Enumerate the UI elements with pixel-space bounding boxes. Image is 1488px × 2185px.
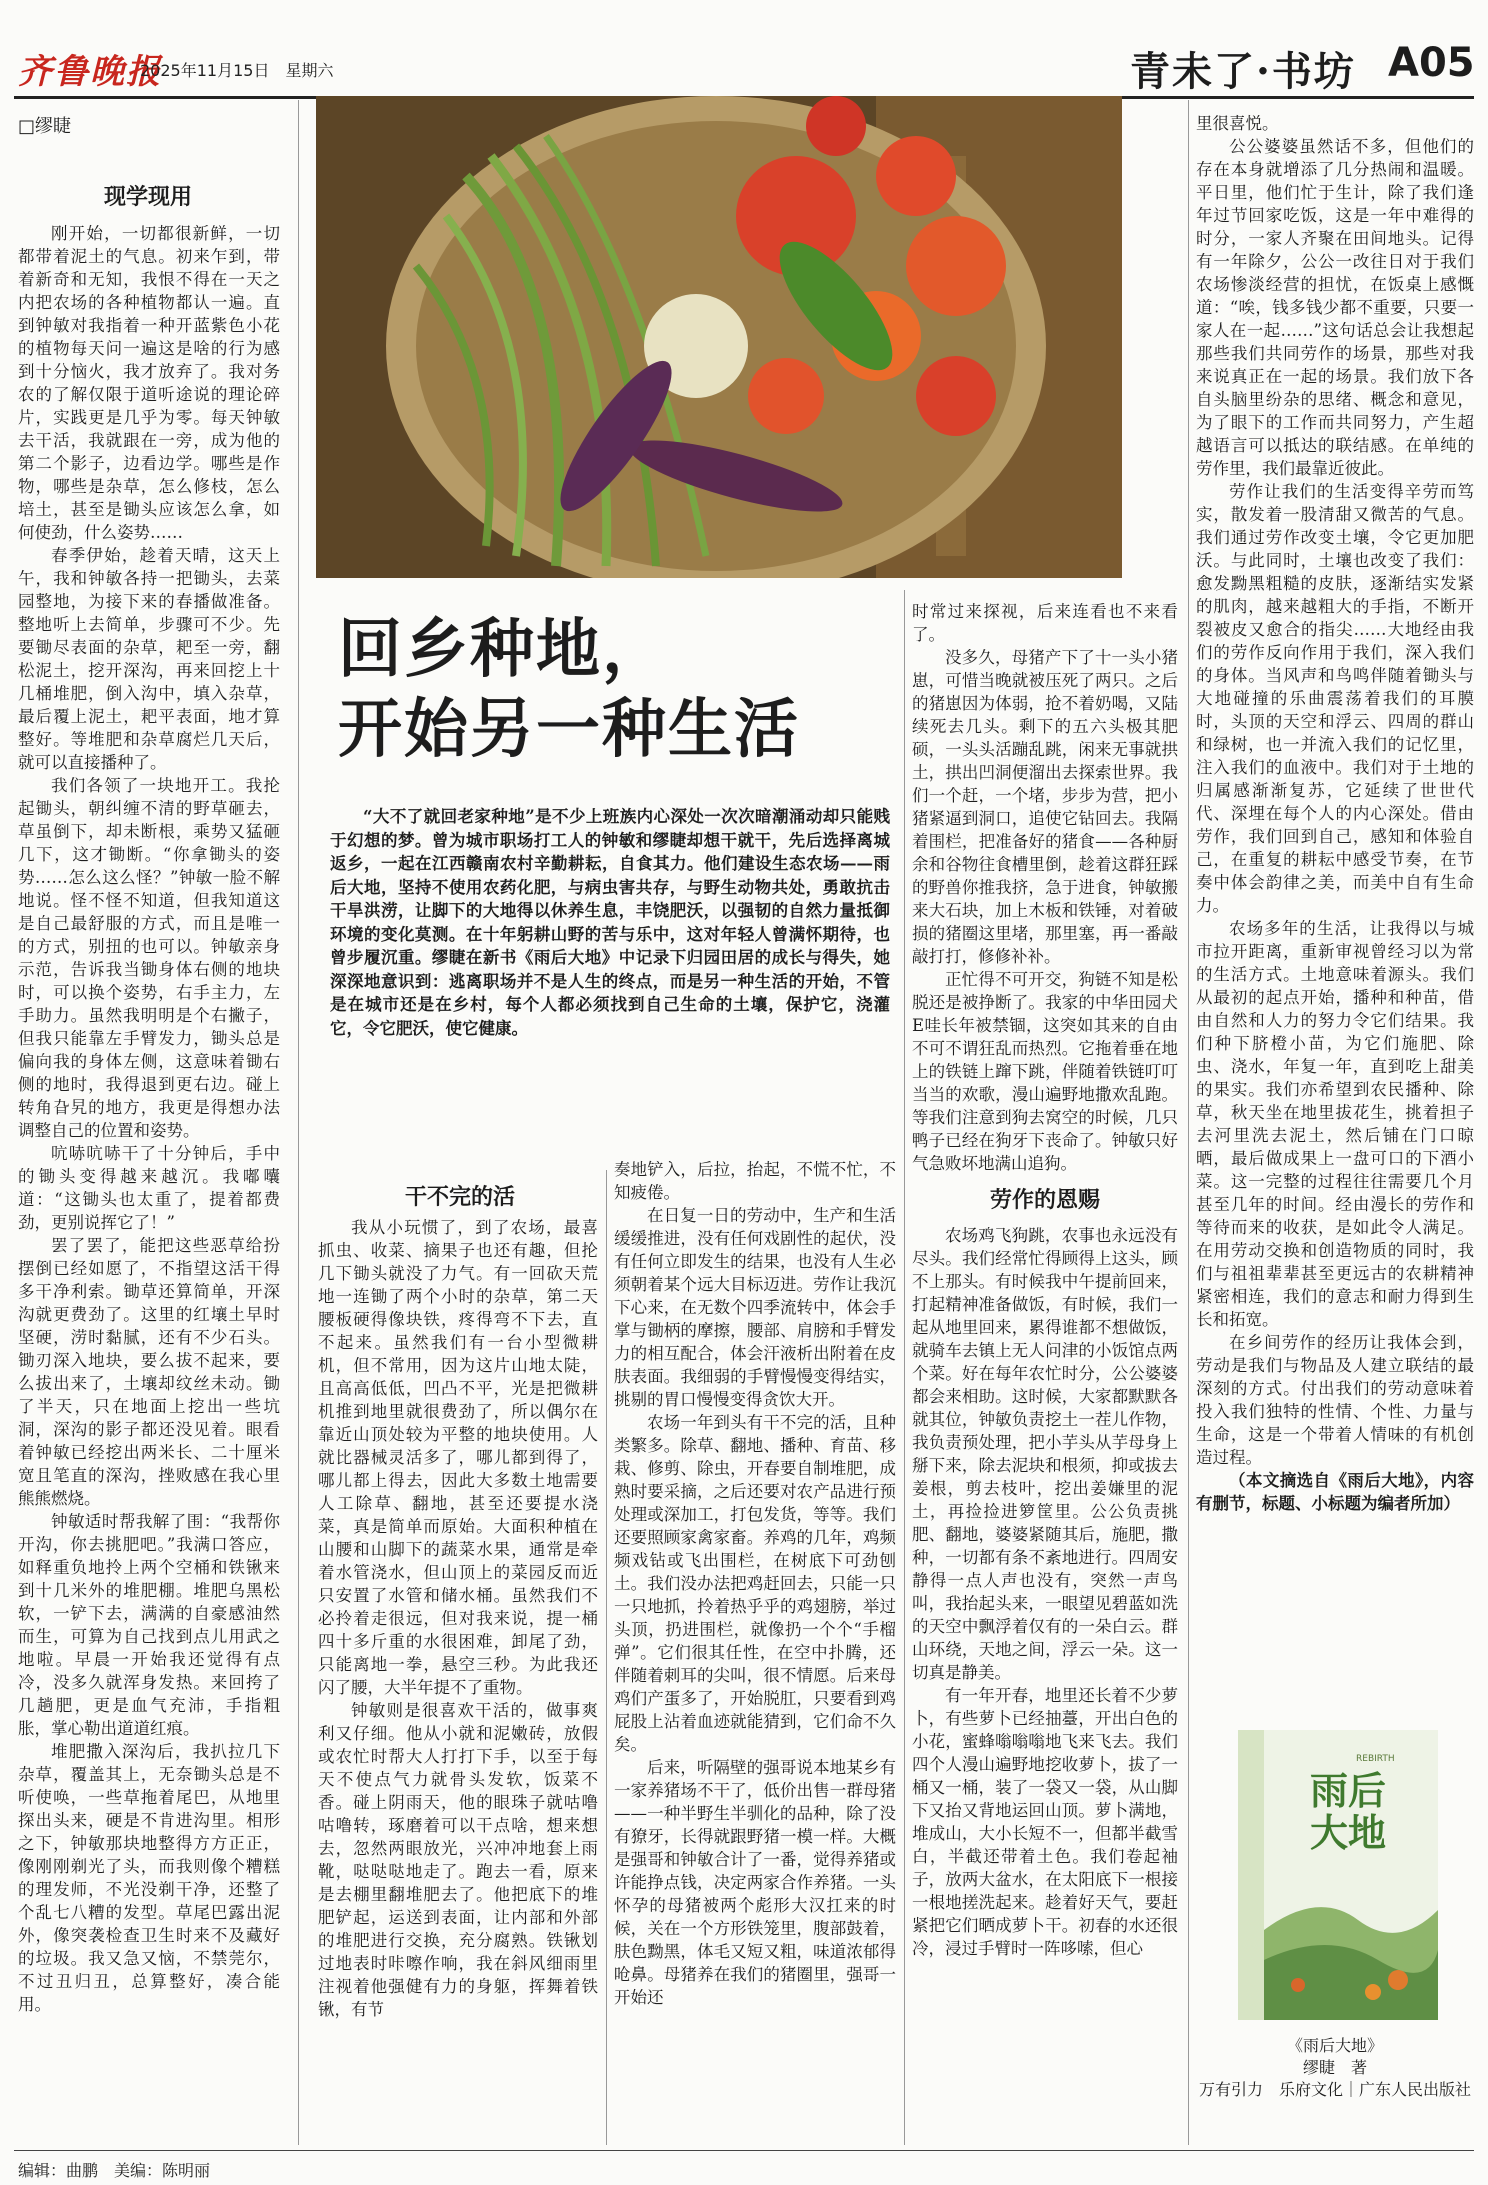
section-title: 青未了·书坊 xyxy=(1130,48,1356,95)
paragraph: 农场鸡飞狗跳，农事也永远没有尽头。我们经常忙得顾得上这头，顾不上那头。有时候我中午提前回来，打起精神准备做饭，有时候，我们一起从地里回来，累得谁都不想做饭，就骑车去镇上无人问津的小饭馆点两个菜。好在每年农忙时分，公公婆婆都会来相助。这时候，大家都默默各就其位，钟敏负责挖土一茬儿作物，我负责预处理，把小芋头从芋母身上掰下来，除去泥块和根须，抑或拔去姜根，剪去枝叶，挖出姜嫌里的泥土，再捡捡进箩筐里。公公负责挑肥、翻地，婆婆紧随其后，施肥，撒种，一切都有条不紊地进行。四周安静得一点人声也没有，突然一声鸟叫，我抬起头来，一眼望见碧蓝如洗的天空中飘浮着仅有的一朵白云。群山环绕，天地之间，浮云一朵。这一切真是静美。 xyxy=(912,1226,1178,1682)
headline-line-2: 开始另一种生活 xyxy=(338,692,800,767)
issue-date: 2025年11月15日 星期六 xyxy=(140,61,334,80)
book-cover-title: 雨后大地 xyxy=(1310,1768,1387,1855)
book-caption-author: 缪睫 著 xyxy=(1302,2058,1367,2077)
lead-text: “大不了就回老家种地”是不少上班族内心深处一次次暗潮涌动却只能贱于幻想的梦。曾为城市职场打工人的钟敏和缪睫却想干就干，先后选择离城返乡，一起在江西赣南农村辛勤耕耘，自食其力。他们建设生态农场——雨后大地，坚持不使用农药化肥，与病虫害共存，与野生动物共处，勇敢抗击干旱洪涝，让脚下的大地得以休养生息，丰饶肥沃，以强韧的自然力量抵御环境的变化莫测。在十年躬耕山野的苦与乐中，这对年轻人曾满怀期待，也曾步履沉重。缪睫在新书《雨后大地》中记录下归园田居的成长与得失，她深深地意识到：逃离职场并不是人生的终点，而是另一种生活的开始，不管是在城市还是在乡村，每个人都必须找到自己生命的土壤，保护它，浇灌它，令它肥沃，使它健康。 xyxy=(330,807,890,1038)
book-caption xyxy=(1190,2035,1480,2101)
paragraph: 在日复一日的劳动中，生产和生活缓缓推进，没有任何戏剧性的起伏，没有任何立即发生的结果，也没有人生必须朝着某个远大目标迈进。劳作让我沉下心来，在无数个四季流转中，体会手掌与锄柄的摩擦，腰部、肩膀和手臂发力的相互配合，体会汗液析出附着在皮肤表面。我细弱的手臂慢慢变得结实，挑剔的胃口慢慢变得贪饮大开。 xyxy=(614,1206,896,1409)
column-divider xyxy=(298,100,299,2145)
subheading-gifts-of-labor: 劳作的恩赐 xyxy=(989,1187,1100,1213)
paragraph: 在乡间劳作的经历让我体会到，劳动是我们与物品及人建立联结的最深刻的方式。付出我们的劳动意味着投入我们独特的性情、个性、力量与生命，这是一个带着人情味的有机创造过程。 xyxy=(1196,1333,1474,1467)
paragraph: 我从小玩惯了，到了农场，最喜抓虫、收菜、摘果子也还有趣，但抡几下锄头就没了力气。有一回砍天荒地一连锄了两个小时的杂草，第二天腰板硬得像块铁，疼得弯不下去，直不起来。虽然我们有一台小型微耕机，但不常用，因为这片山地太陡，且高高低低，凹凸不平，光是把微耕机推到地里就很费劲了，所以偶尔在靠近山顶处较为平整的地块使用。人就比器械灵活多了，哪儿都到得了，哪儿都上得去，因此大多数土地需要人工除草、翻地，甚至还要提水浇菜，真是简单而原始。大面积种植在山腰和山脚下的蔬菜水果，通常是牵着水管浇水，但山顶上的菜园反而近只安置了水管和储水桶。虽然我们不必拎着走很远，但对我来说，提一桶四十多斤重的水很困难，卸尾了劲，只能离地一拳，悬空三秒。为此我还闪了腰，大半年提不了重物。 xyxy=(318,1218,598,1697)
paragraph: 罢了罢了，能把这些恶草给扮摆倒已经如愿了，不指望这活干得多干净利索。锄草还算简单，开深沟就更费劲了。这里的红壤土早时坚硬，涝时黏腻，还有不少石头。锄刃深入地块，要么拔不起来，要么拔出来了，土壤却纹丝未动。锄了半天，只在地面上挖出一些坑洞，深沟的影子都还没见着。眼看着钟敏已经挖出两米长、二十厘米宽且笔直的深沟，挫败感在我心里熊熊燃烧。 xyxy=(18,1236,280,1508)
paragraph: 钟敏则是很喜欢干活的，做事爽利又仔细。他从小就和泥嫩砖，放假或农忙时帮大人打打下手，以至于每天不使点气力就骨头发软，饭菜不香。碰上阴雨天，他的眼珠子就咕噜咕噜转，琢磨着可以干点啥，想来想去，忽然两眼放光，兴冲冲地套上雨靴，哒哒哒地走了。跑去一看，原来是去棚里翻堆肥去了。他把底下的堆肥铲起，运送到表面，让内部和外部的堆肥进行交换，充分腐熟。铁锹划过地表时咔嚓作响，我在斜风细雨里注视着他强健有力的身躯，挥舞着铁锹，有节 xyxy=(318,1701,598,2019)
paragraph: 春季伊始，趁着天晴，这天上午，我和钟敏各持一把锄头，去菜园整地，为接下来的春播做准备。整地听上去简单，步骤可不少。先要锄尽表面的杂草，耙至一旁，翻松泥土，挖开深沟，再来回挖上十几桶堆肥，倒入沟中，填入杂草，最后覆上泥土，耙平表面，地才算整好。等堆肥和杂草腐烂几天后，就可以直接播种了。 xyxy=(18,546,280,772)
paragraph: 后来，听隔壁的强哥说本地某乡有一家养猪场不干了，低价出售一群母猪——一种半野生半驯化的品种，除了没有獠牙，长得就跟野猪一模一样。大概是强哥和钟敏合计了一番，觉得养猪或许能挣点钱，决定两家合作养猪。一头怀孕的母猪被两个彪形大汉扛来的时候，关在一个方形铁笼里，腹部鼓着，肤色黝黑，体毛又短又粗，味道浓郁得呛鼻。母猪养在我们的猪圈里，强哥一开始还 xyxy=(614,1758,896,2007)
paragraph: 正忙得不可开交，狗链不知是松脱还是被挣断了。我家的中华田园犬E哇长年被禁锢，这突如其来的自由不可不谓狂乱而热烈。它拖着垂在地上的铁链上蹿下跳，伴随着铁链叮叮当当的欢歌，漫山遍野地撒欢乱跑。等我们注意到狗去窝空的时候，几只鸭子已经在狗牙下丧命了。钟敏只好气急败坏地满山追狗。 xyxy=(912,970,1178,1173)
book-caption-publisher: 万有引力 乐府文化｜广东人民出版社 xyxy=(1198,2080,1471,2099)
paragraph: 刚开始，一切都很新鲜，一切都带着泥土的气息。初来乍到，带着新奇和无知，我恨不得在一天之内把农场的各种植物都认一遍。直到钟敏对我指着一种开蓝紫色小花的植物每天问一遍这是啥的行为感到十分恼火，我才放弃了。我对务农的了解仅限于道听途说的理论碎片，实践更是几乎为零。每天钟敏去干活，我就跟在一旁，成为他的第二个影子，边看边学。哪些是作物，哪些是杂草，怎么修枝，怎么培土，甚至是锄头应该怎么拿，如何使劲，什么姿势…… xyxy=(18,224,280,542)
book-cover xyxy=(1238,1730,1438,2020)
headline-line-1: 回乡种地， xyxy=(338,612,668,687)
footer-rule xyxy=(14,2150,1474,2151)
column-divider xyxy=(606,1170,607,2145)
page-number: A05 xyxy=(1388,40,1475,86)
article-column-5 xyxy=(1196,112,1474,1722)
newspaper-masthead: 齐鲁晚报 xyxy=(18,52,162,92)
editor-credits: 编辑：曲鹏 美编：陈明丽 xyxy=(18,2161,211,2180)
article-column-2 xyxy=(318,1216,598,2144)
subheading-endless-work: 干不完的活 xyxy=(404,1184,515,1210)
article-column-1 xyxy=(18,222,280,2144)
lead-paragraph xyxy=(330,805,890,1040)
paragraph: 有一年开春，地里还长着不少萝卜，有些萝卜已经抽薹，开出白色的小花，蜜蜂嗡嗡嗡地飞来飞去。我们四个人漫山遍野地挖收萝卜，拔了一桶又一桶，装了一袋又一袋，从山脚下又抬又背地运回山顶。萝卜满地，堆成山，大小长短不一，但都半截雪白，半截还带着土色。我们卷起袖子，放两大盆水，在太阳底下一根接一根地搓洗起来。趁着好天气，要赶紧把它们晒成萝卜干。初春的水还很冷，浸过手臂时一阵哆嗦，但心 xyxy=(912,1686,1178,1958)
headline xyxy=(338,610,800,770)
paragraph: 我们各领了一块地开工。我抡起锄头，朝纠缠不清的野草砸去，草虽倒下，却未断根，乘势又猛砸几下，这才锄断。“你拿锄头的姿势……怎么这么怪？”钟敏一脸不解地说。怪不怪不知道，但我知道这是自己最舒服的方式，而且是唯一的方式，别扭的也可以。钟敏亲身示范，告诉我当锄身体右侧的地块时，可以换个姿势，右手主力，左手助力。虽然我明明是个右撇子，但我只能靠左手臂发力，锄头总是偏向我的身体左侧，这意味着锄右侧的地时，我得退到更右边。碰上转角旮旯的地方，我更是得想办法调整自己的位置和姿势。 xyxy=(18,776,280,1140)
article-column-4 xyxy=(912,600,1178,2144)
paragraph: 钟敏适时帮我解了围：“我帮你开沟，你去挑肥吧。”我满口答应，如释重负地拎上两个空桶和铁锹来到十几米外的堆肥棚。堆肥乌黑松软，一铲下去，满满的自豪感油然而生，可算为自己找到点儿用武之地啦。早晨一开始我还觉得有点冷，没多久就浑身发热。来回挎了几趟肥，更是血气充沛，手指粗胀，掌心勒出道道红痕。 xyxy=(18,1512,280,1738)
vegetable-basket-illustration xyxy=(316,96,1122,578)
byline: □缪睫 xyxy=(18,116,72,137)
article-column-3 xyxy=(614,1158,896,2144)
excerpt-note: （本文摘选自《雨后大地》，内容有删节，标题、小标题为编者所加） xyxy=(1196,1471,1474,1513)
paragraph: 堆肥撒入深沟后，我扒拉几下杂草，覆盖其上，无奈锄头总是不听使唤，一些草拖着尾巴，从地里探出头来，硬是不肯进沟里。相形之下，钟敏那块地整得方方正正，像刚刚剃光了头，而我则像个糟糕的理发师，不光没剃干净，还整了个乱七八糟的发型。草尾巴露出泥外，像突袭检查卫生时来不及藏好的垃圾。我又急又恼，不禁莞尔，不过丑归丑，总算整好，凑合能用。 xyxy=(18,1742,280,2014)
book-caption-title: 《雨后大地》 xyxy=(1286,2036,1383,2055)
paragraph: 没多久，母猪产下了十一头小猪崽，可惜当晚就被压死了两只。之后的猪崽因为体弱，抢不着奶喝，又陆续死去几头。剩下的五六头极其肥硕，一头头活蹦乱跳，闲来无事就拱土，拱出凹洞便溜出去探索世界。我们一个赶，一个堵，步步为营，把小猪紧逼到洞口，追使它钻回去。我隔着围栏，把准备好的猪食——各种厨余和谷物往食槽里倒，趁着这群狂踩的野兽你推我挤，急于进食，钟敏搬来大石块，加上木板和铁锤，对着破损的猪圈这里堵，那里塞，再一番敲敲打打，修修补补。 xyxy=(912,648,1178,966)
column-divider xyxy=(1188,100,1189,2145)
paragraph: 劳作让我们的生活变得辛劳而笃实，散发着一股清甜又微苦的气息。我们通过劳作改变土壤，令它更加肥沃。与此同时，土壤也改变了我们：愈发黝黑粗糙的皮肤，逐渐结实发紧的肌肉，越来越粗大的手指，不断开裂被皮又愈合的指尖……大地经由我们的劳作反向作用于我们，深入我们的身体。当风声和鸟鸣伴随着锄头与大地碰撞的乐曲震荡着我们的耳膜时，头顶的天空和浮云、四周的群山和绿树，也一并流入我们的记忆里，注入我们的血液中。我们对于土地的归属感渐渐复苏，它延续了世世代代、深埋在每个人的内心深处。借由劳作，我们回到自己，感知和体验自己，在重复的耕耘中感受节奏，在节奏中体会韵律之美，而美中自有生命力。 xyxy=(1196,482,1474,915)
paragraph: 里很喜悦。 xyxy=(1196,114,1279,133)
subheading-learn: 现学现用 xyxy=(103,184,192,210)
paragraph: 奏地铲入，后拉，抬起，不慌不忙，不知疲倦。 xyxy=(614,1160,896,1202)
paragraph: 时常过来探视，后来连看也不来看了。 xyxy=(912,602,1178,644)
paragraph: 农场一年到头有干不完的活，且种类繁多。除草、翻地、播种、育苗、移栽、修剪、除虫，开春要自制堆肥，成熟时要采摘，之后还要对农产品进行预处理或深加工，打包发货，等等。我们还要照顾家禽家畜。养鸡的几年，鸡频频戏钻或飞出围栏，在树底下可劲刨土。我们没办法把鸡赶回去，只能一只一只地抓，拎着热乎乎的鸡翅膀，举过头顶，扔进围栏，就像扔一个个“手榴弹”。它们很其任性，在空中扑腾，还伴随着刺耳的尖叫，很不情愿。后来母鸡们产蛋多了，开始脱肛，只要看到鸡屁股上沾着血迹就能猜到，它们命不久矣。 xyxy=(614,1413,896,1754)
column-divider xyxy=(904,590,905,2145)
paragraph: 农场多年的生活，让我得以与城市拉开距离，重新审视曾经习以为常的生活方式。土地意味着源头。我们从最初的起点开始，播种和种苗，借由自然和人力的努力令它们结果。我们种下脐橙小苗，为它们施肥、除虫、浇水，年复一年，直到吃上甜美的果实。我们亦希望到农民播种、除草，秋天坐在地里拔花生，挑着担子去河里洗去泥土，然后铺在门口晾晒，最后做成果上一盘可口的下酒小菜。这一完整的过程往往需要几个月甚至几年的时间。经由漫长的劳作和等待而来的收获，是如此令人满足。在用劳动交换和创造物质的同时，我们与祖祖辈辈甚至更远古的农耕精神紧密相连，我们的意志和耐力得到生长和拓宽。 xyxy=(1196,919,1474,1329)
paragraph: 公公婆婆虽然话不多，但他们的存在本身就增添了几分热闹和温暖。平日里，他们忙于生计，除了我们逢年过节回家吃饭，这是一年中难得的时分，一家人齐聚在田间地头。记得有一年除夕，公公一改往日对于我们农场惨淡经营的担忧，在饭桌上感慨道：“唉，钱多钱少都不重要，只要一家人在一起……”这句话总会让我想起那些我们共同劳作的场景，那些对我来说真正在一起的场景。我们放下各自头脑里纷杂的思绪、概念和意见，为了眼下的工作而共同努力，产生超越语言可以抵达的联结感。在单纯的劳作里，我们最靠近彼此。 xyxy=(1196,137,1474,478)
vegetable-basket-photo xyxy=(316,96,1122,578)
book-cover-tag: REBIRTH xyxy=(1356,1754,1395,1764)
paragraph: 吭哧吭哧干了十分钟后，手中的锄头变得越来越沉。我嘟囔道：“这锄头也太重了，提着都费劲，更别说挥它了！” xyxy=(18,1144,280,1232)
